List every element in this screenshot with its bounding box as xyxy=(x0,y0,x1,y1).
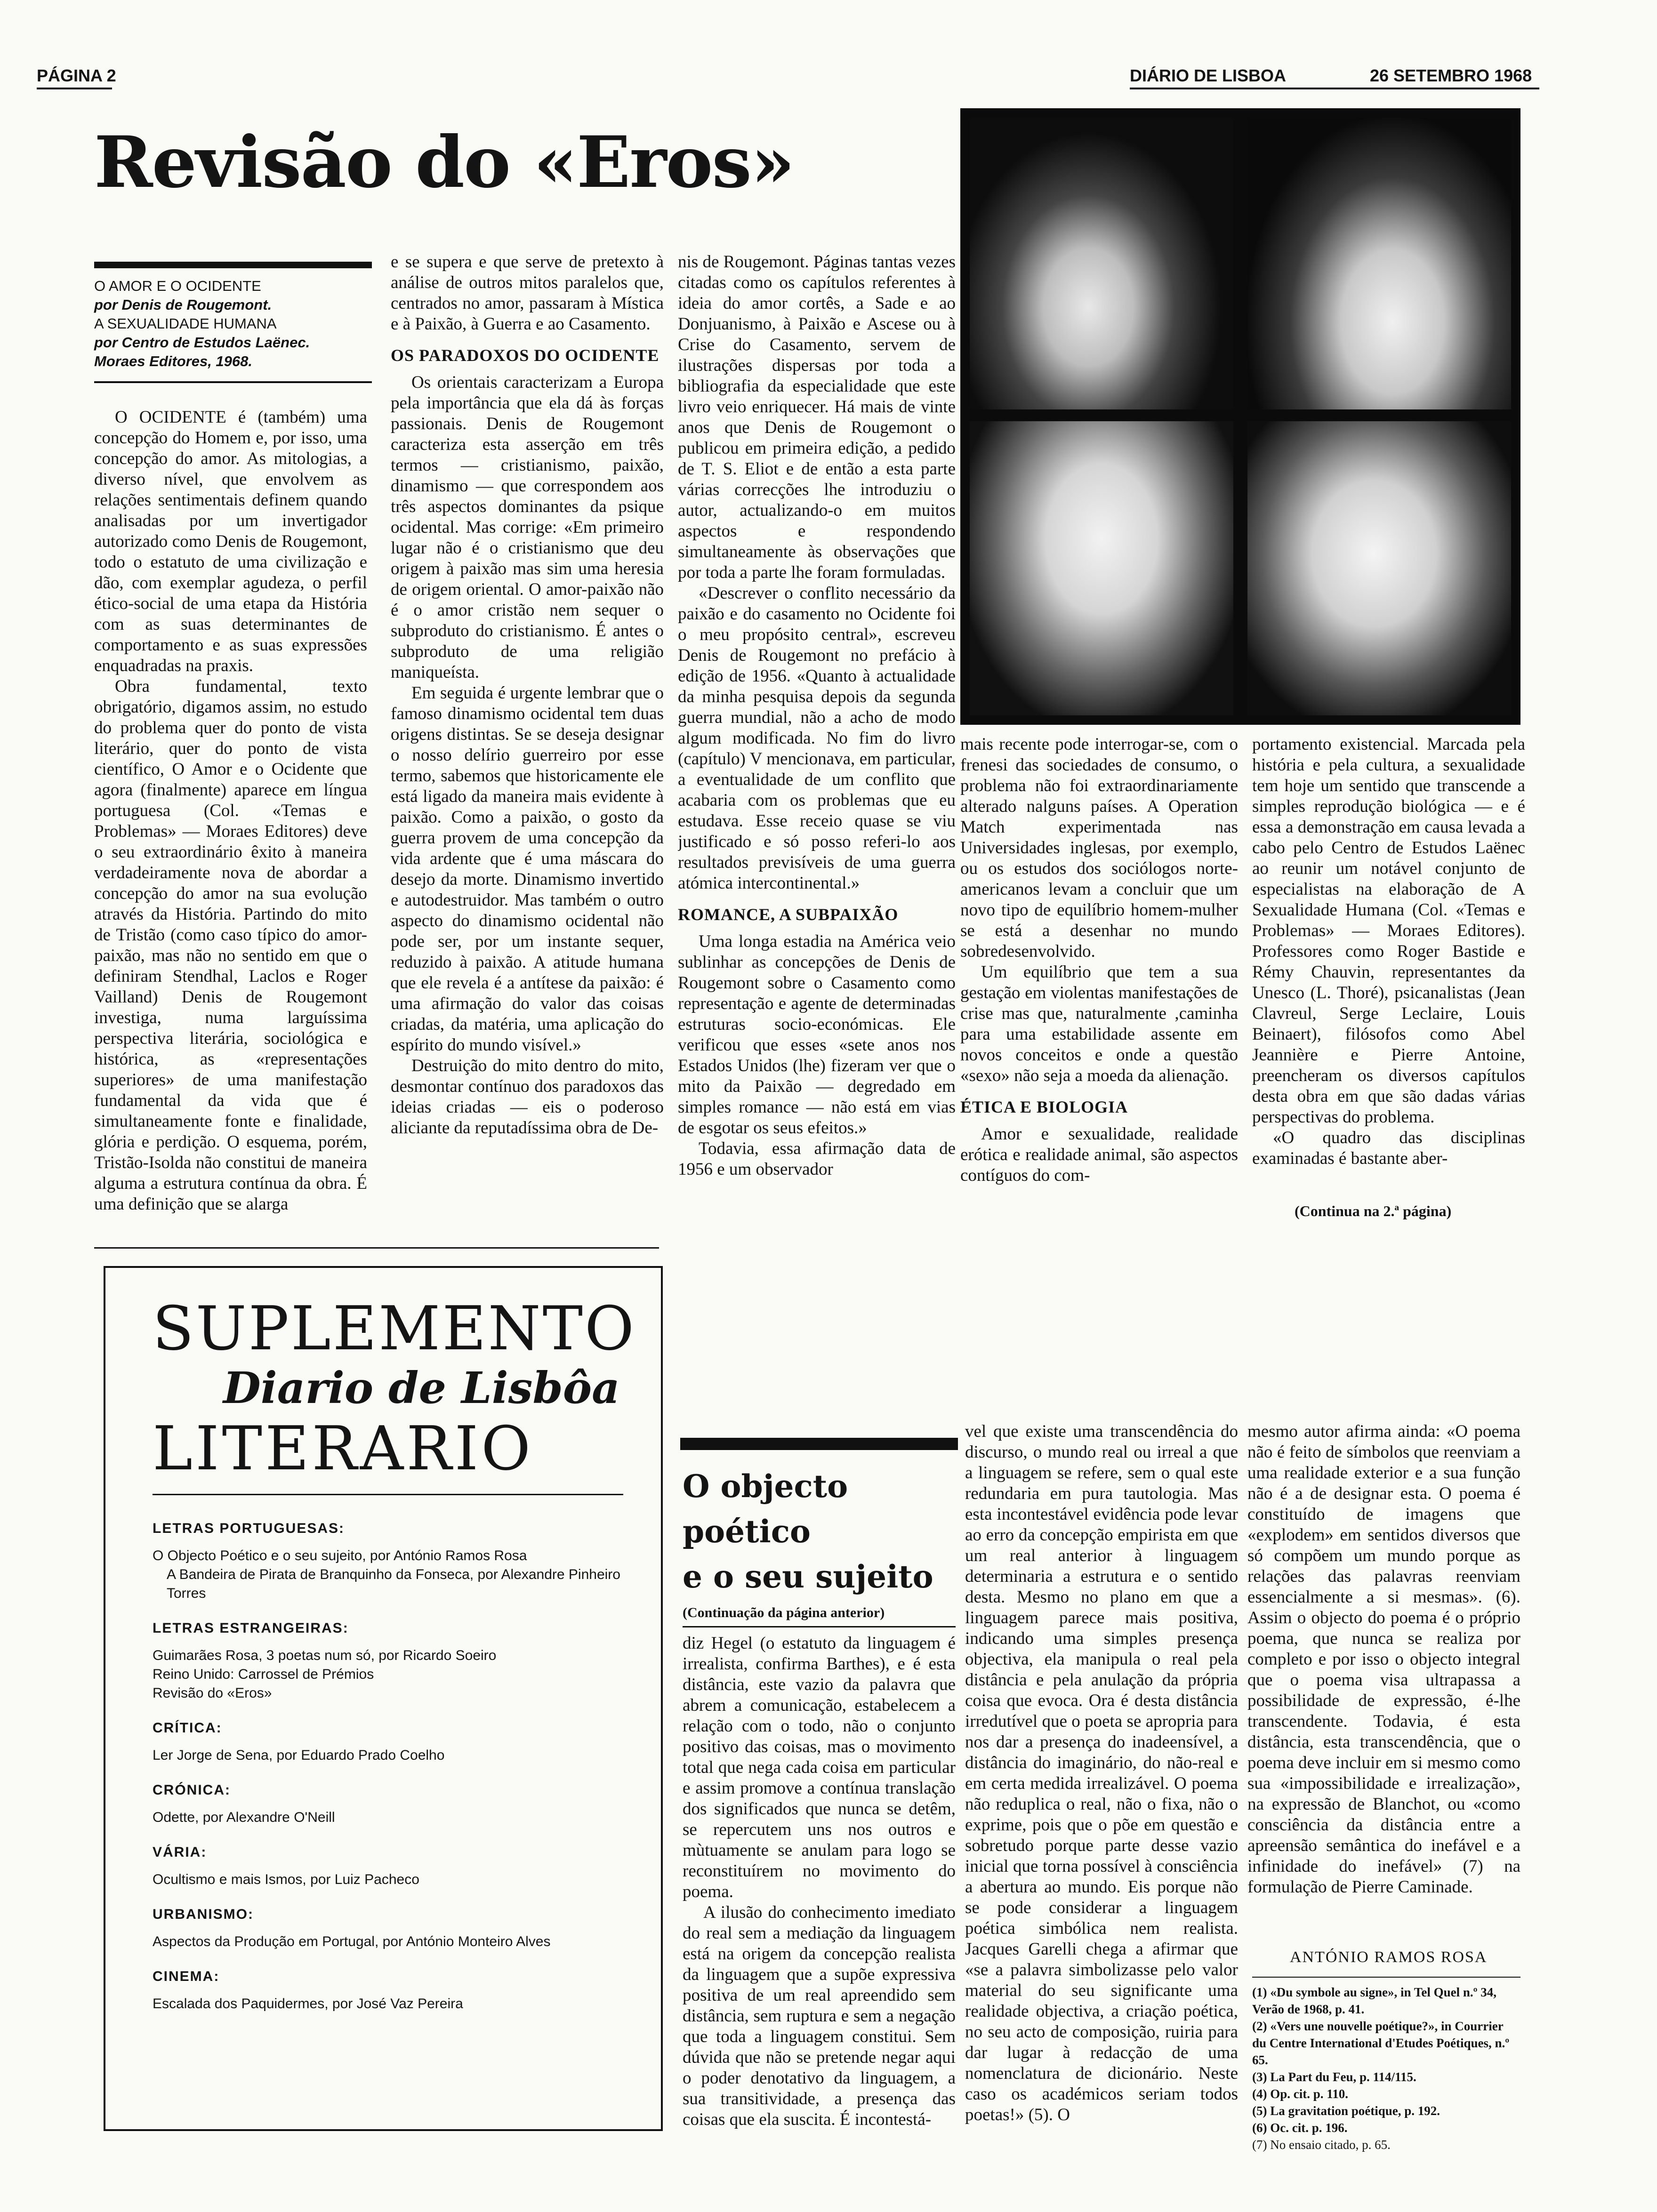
title-line: poético xyxy=(683,1513,811,1550)
article2-author: ANTÓNIO RAMOS ROSA xyxy=(1290,1948,1488,1966)
index-item: Aspectos da Produção em Portugal, por António Monteiro Alves xyxy=(153,1934,551,1949)
article2-column-2 xyxy=(965,1421,1238,2170)
index-item: Ocultismo e mais Ismos, por Luiz Pacheco xyxy=(153,1872,419,1887)
section-heading: OS PARADOXOS DO OCIDENTE xyxy=(391,346,660,365)
credit-line: por Denis de Rougemont. xyxy=(94,297,272,313)
paragraph: portamento existencial. Marcada pela história e pela cultura, a sexualidade tem hoje um sentido que transcende a simples reprodução biológica — e é essa a demonstração em causa levada a cabo pelo Centro de Estudos Laënec ao reunir um notável conjunto de especialistas na elaboração de A Sexualidade Humana (Col. «Temas e Problemas» — Moraes Editores). Professores como Roger Bastide e Rémy Chauvin, representantes da Unesco (L. Thoré), psicanalistas (Jean Clavreul, Serge Leclaire, Louis Beinaert), filósofos como Abel Jeannière e Pierre Antoine, preencheram os diversos capítulos desta obra em que são dadas várias perspectivas do problema. xyxy=(1252,735,1525,1127)
footnote: (5) La gravitation poétique, p. 192. xyxy=(1252,2104,1440,2118)
footnote-rule xyxy=(1252,1977,1520,1978)
article2-column-1 xyxy=(683,1633,956,2170)
index-item: Escalada dos Paquidermes, por José Vaz Pereira xyxy=(153,1996,463,2012)
paragraph: Destruição do mito dentro do mito, desmontar contínuo dos paradoxos das ideias criadas — eis o poderoso aliciante da reputadíssima obra de De- xyxy=(391,1056,664,1138)
title-line: O objecto xyxy=(683,1468,848,1505)
header-underline xyxy=(37,88,112,89)
paragraph: Todavia, essa afirmação data de 1956 e um observador xyxy=(678,1139,956,1179)
article-column-4 xyxy=(960,734,1238,1219)
paragraph: Um equilíbrio que tem a sua gestação em violentas manifestações de crise mas que, naturalmente ,caminha para uma estabilidade assente em novos conceitos e onde a questão «sexo» não seja a moeda da alienação. xyxy=(960,962,1238,1085)
paragraph: diz Hegel (o estatuto da linguagem é irrealista, confirma Barthes), e é esta distância, este vazio da palavra que abrem a comunicação, estabelecem a relação com o todo, não o conjunto positivo das coisas, mas o movimento total que nega cada coisa em particular e assim promove a contínua translação dos significados que nunca se detêm, se repercutem uns nos outros e mùtuamente se anulam para logo se reconstituírem no movimento do poema. xyxy=(683,1634,956,1901)
credit-line: por Centro de Estudos Laënec. xyxy=(94,334,310,351)
paragraph: Amor e sexualidade, realidade erótica e realidade animal, são aspectos contíguos do com- xyxy=(960,1124,1238,1185)
issue-date: 26 SETEMBRO 1968 xyxy=(1370,66,1532,85)
paragraph: mesmo autor afirma ainda: «O poema não é feito de símbolos que reenviam a uma realidade exterior e a sua função não é a de designar esta. O poema é constituído de imagens que «explodem» em sentidos diversos que só compõem um mundo porque as relações das palavras reenviam essencialmente a si mesmas». (6). Assim o objecto do poema é o próprio poema, que nunca se realiza por completo e por isso o objecto integral que o poema visa ultrapassa a possibilidade de expressão, é-lhe transcendente. Todavia, é esta distância, esta transcendência, que o poema deve incluir em si mesmo como sua «impossibilidade e irrealização», na expressão de Blanchot, ou «como consciência da distância entre a apreensão semântica do inefável e a infinidade do inefável» (7) na formulação de Pierre Caminade. xyxy=(1247,1422,1520,1897)
article2-subtitle-rule xyxy=(683,1626,956,1627)
credits-bottom-rule xyxy=(94,381,372,383)
credit-line: A SEXUALIDADE HUMANA xyxy=(94,315,277,332)
footnote: (3) La Part du Feu, p. 114/115. xyxy=(1252,2070,1416,2084)
index-section-heading: LETRAS ESTRANGEIRAS: xyxy=(153,1620,349,1636)
paragraph: A ilusão do conhecimento imediato do real sem a mediação da linguagem está na origem da concepção realista da linguagem que a supõe expressiva positiva de um real apreendido sem distância, sem ruptura e sem a negação que toda a linguagem constitui. Sem dúvida que não se pretende negar aqui o poder denotativo da linguagem, a sua transitividade, a presença das coisas que ela suscita. É incontestá- xyxy=(683,1903,956,2129)
article-column-3 xyxy=(678,252,956,1240)
footnote: (7) No ensaio citado, p. 65. xyxy=(1252,2138,1391,2152)
photo-panel xyxy=(970,118,1233,409)
index-item: Ler Jorge de Sena, por Eduardo Prado Coelho xyxy=(153,1747,445,1763)
photo-panel xyxy=(1247,118,1511,409)
article2-top-rule xyxy=(680,1438,958,1450)
index-item: A Bandeira de Pirata de Branquinho da Fonseca, por Alexandre Pinheiro Torres xyxy=(167,1567,620,1601)
credit-line: O AMOR E O OCIDENTE xyxy=(94,278,261,294)
header-rule xyxy=(1130,88,1539,89)
footnote: (2) «Vers une nouvelle poétique?», in Courrier du Centre International d'Etudes Poétiques, n.º 65. xyxy=(1252,2019,1510,2067)
index-item: Revisão do «Eros» xyxy=(153,1685,272,1701)
index-item: Reino Unido: Carrossel de Prémios xyxy=(153,1667,374,1682)
supplement-index xyxy=(153,1503,633,2013)
supplement-subtitle: LITERARIO xyxy=(153,1414,534,1484)
footnote: (6) Oc. cit. p. 196. xyxy=(1252,2121,1348,2135)
article-column-1 xyxy=(94,407,367,1240)
article-column-2 xyxy=(391,252,664,1240)
paragraph: e se supera e que serve de pretexto à análise de outros mitos paralelos que, centrados no amor, passaram à Mística e à Paixão, à Guerra e ao Casamento. xyxy=(391,252,664,334)
newspaper-name: DIÁRIO DE LISBOA xyxy=(1130,66,1287,85)
paragraph: Uma longa estadia na América veio sublinhar as concepções de Denis de Rougemont sobre o Casamento como representação e agente de determinadas estruturas socio-económicas. Ele verificou que esses «sete anos nos Estados Unidos (lhe) fizeram ver que o mito da Paixão — degredado em simples romance — não está em vias de esgotar os seus efeitos.» xyxy=(678,932,956,1138)
paragraph: «O quadro das disciplinas examinadas é bastante aber- xyxy=(1252,1128,1525,1168)
index-section-heading: URBANISMO: xyxy=(153,1907,254,1922)
credits-top-rule xyxy=(94,262,372,268)
supplement-title: SUPLEMENTO xyxy=(153,1294,636,1364)
index-item: Guimarães Rosa, 3 poetas num só, por Ricardo Soeiro xyxy=(153,1648,497,1663)
article2-title xyxy=(683,1464,933,1599)
section-divider xyxy=(94,1247,659,1249)
paragraph: Os orientais caracterizam a Europa pela importância que ela dá às forças passionais. Denis de Rougemont caracteriza esta asserção em três termos — cristianismo, paixão, dinamismo — que correspondem aos três aspectos dominantes da psique ocidental. Mas corrige: «Em primeiro lugar não é o cristianismo que deu origem à paixão mas sim uma heresia de origem oriental. O amor-paixão não é o amor cristão nem sequer o subproduto do cristianismo. É antes o subproduto de uma religião maniqueísta. xyxy=(391,373,664,682)
paragraph: «Descrever o conflito necessário da paixão e do casamento no Ocidente foi o meu propósito central», escreveu Denis de Rougemont no prefácio à edição de 1956. «Quanto à actualidade da minha pesquisa depois da segunda guerra mundial, não a acho de modo algum modificada. No fim do livro (capítulo) V mencionava, em particular, a eventualidade de um conflito que acabaria com os problemas que eu estudava. Esse receio quase se viu justificado e só posso referi-lo aos resultados previsíveis de uma guerra atómica intercontinental.» xyxy=(678,584,956,893)
section-heading: ROMANCE, A SUBPAIXÃO xyxy=(678,905,899,924)
title-line: e o seu sujeito xyxy=(683,1558,933,1595)
article2-column-3 xyxy=(1247,1421,1520,1939)
paragraph: vel que existe uma transcendência do discurso, o mundo real ou irreal a que a linguagem se refere, sem o qual este redundaria em pura tautologia. Mas esta incontestável evidência pode levar ao erro da concepção empirista em que um real anterior à linguagem determinaria a estrutura e o sentido desta. Mesmo no plano em que a linguagem parece mais positiva, indicando uma simples presença objectiva, ela manipula o real pela distância e pela anulação da própria coisa que evoca. Ora é desta distância irredutível que o poeta se apropria para nos dar a presença do inadeensível, a distância do imaginário, do não-real e em certa medida irrealizável. O poema não reduplica o real, não o fixa, não o exprime, pois que o põe em questão e sobretudo porque parte desse vazio inicial que torna possível à consciência a abertura ao mundo. Eis porque não se pode considerar a linguagem poética simbólica nem realista. Jacques Garelli chega a afirmar que «se a palavra simbolizasse pelo valor material do seu significante uma realidade objectiva, a criação poética, no seu acto de composição, ruiria para dar lugar à redacção de uma nomenclatura de dicionário. Neste caso os académicos seriam todos poetas!» (5). O xyxy=(965,1422,1238,2124)
paragraph: nis de Rougemont. Páginas tantas vezes citadas como os capítulos referentes à ideia do amor cortês, a Sade e ao Donjuanismo, à Paixão e Ascese ou à Crise do Casamento, servem de ilustrações dispersas por toda a bibliografia da especialidade que este livro veio enriquecer. Há mais de vinte anos que Denis de Rougemont o publicou em primeira edição, a pedido de T. S. Eliot e de então a esta parte várias correcções lhe introduziu o autor, actualizando-o em muitos aspectos e respondendo simultaneamente às observações que por toda a parte lhe foram formuladas. xyxy=(678,252,956,582)
section-heading: ÉTICA E BIOLOGIA xyxy=(960,1098,1128,1116)
credit-line: Moraes Editores, 1968. xyxy=(94,353,252,369)
index-section-heading: CRÓNICA: xyxy=(153,1782,231,1798)
paragraph: Obra fundamental, texto obrigatório, digamos assim, no estudo do problema quer do ponto de vista literário, quer do ponto de vista científico, O Amor e o Ocidente que agora (finalmente) aparece em língua portuguesa (Col. «Temas e Problemas» — Moraes Editores) deve o seu extraordinário êxito à maneira verdadeiramente nova de abordar a concepção do amor na sua evolução através da História. Partindo do mito de Tristão (como caso típico do amor-paixão, mas não no sentido em que o definiram Stendhal, Laclos e Roger Vailland) Denis de Rougemont investiga, numa larguíssima perspectiva literária, sociológica e histórica, as «representações superiores» de uma manifestação fundamental da vida que é simultaneamente fonte e finalidade, glória e perdição. O esquema, porém, Tristão-Isolda não constitui de maneira alguma a estrutura contínua da obra. É uma definição que se alarga xyxy=(94,677,367,1214)
paragraph: Em seguida é urgente lembrar que o famoso dinamismo ocidental tem duas origens distintas. Se se deseja designar o nosso delírio guerreiro por esse termo, sabemos que historicamente ele está ligado da maneira mais evidente à paixão. Como a paixão, o gosto da guerra provem de uma concepção da vida ardente que é uma máscara do desejo da morte. Dinamismo invertido e autodestruidor. Mas também o outro aspecto do dinamismo ocidental não pode ser, por um instante sequer, reduzido à paixão. A atitude humana que ele revela é a antítese da paixão: é uma afirmação do valor das coisas criadas, da matéria, uma aplicação do espírito do mundo visível.» xyxy=(391,683,664,1055)
book-credits xyxy=(94,277,377,371)
footnote: (1) «Du symbole au signe», in Tel Quel n.º 34, Verão de 1968, p. 41. xyxy=(1252,1985,1496,2016)
footnotes xyxy=(1252,1984,1520,2153)
article-photograph xyxy=(960,108,1520,725)
index-section-heading: CRÍTICA: xyxy=(153,1720,222,1736)
supplement-contents-box xyxy=(104,1266,663,2131)
index-item: Odette, por Alexandre O'Neill xyxy=(153,1810,335,1825)
index-section-heading: VÁRIA: xyxy=(153,1844,207,1860)
continued-note: (Continua na 2.ª página) xyxy=(1295,1202,1452,1219)
footnote: (4) Op. cit. p. 110. xyxy=(1252,2087,1349,2101)
article-title: Revisão do «Eros» xyxy=(94,121,794,204)
index-item: O Objecto Poético e o seu sujeito, por António Ramos Rosa xyxy=(153,1548,527,1563)
paragraph: O OCIDENTE é (também) uma concepção do Homem e, por isso, uma concepção do amor. As mitologias, a diverso nível, que envolvem as relações sentimentais definem quando analisadas por um invertigador autorizado como Denis de Rougemont, todo o estatuto de uma civilização e dão, com exemplar agudeza, o perfil ético-social de uma etapa da História com as suas determinantes de comportamento e as suas expressões enquadradas na praxis. xyxy=(94,408,367,675)
supplement-masthead: Diario de Lisbôa xyxy=(223,1362,620,1413)
page-number: PÁGINA 2 xyxy=(37,66,116,85)
supplement-rule xyxy=(153,1494,623,1495)
article2-subtitle: (Continuação da página anterior) xyxy=(683,1605,885,1620)
index-section-heading: LETRAS PORTUGUESAS: xyxy=(153,1521,345,1536)
article-column-5 xyxy=(1252,734,1525,1186)
photo-panel xyxy=(970,421,1233,715)
index-section-heading: CINEMA: xyxy=(153,1969,220,1984)
paragraph: mais recente pode interrogar-se, com o frenesi das sociedades de consumo, o problema não foi extraordinariamente alterado nalguns países. A Operation Match experimentada nas Universidades inglesas, por exemplo, ou os estudos dos sociólogos norte-americanos levam a concluir que um novo tipo de equilíbrio homem-mulher se está a desenhar no mundo sobredesenvolvido. xyxy=(960,735,1238,961)
photo-panel xyxy=(1247,421,1511,715)
